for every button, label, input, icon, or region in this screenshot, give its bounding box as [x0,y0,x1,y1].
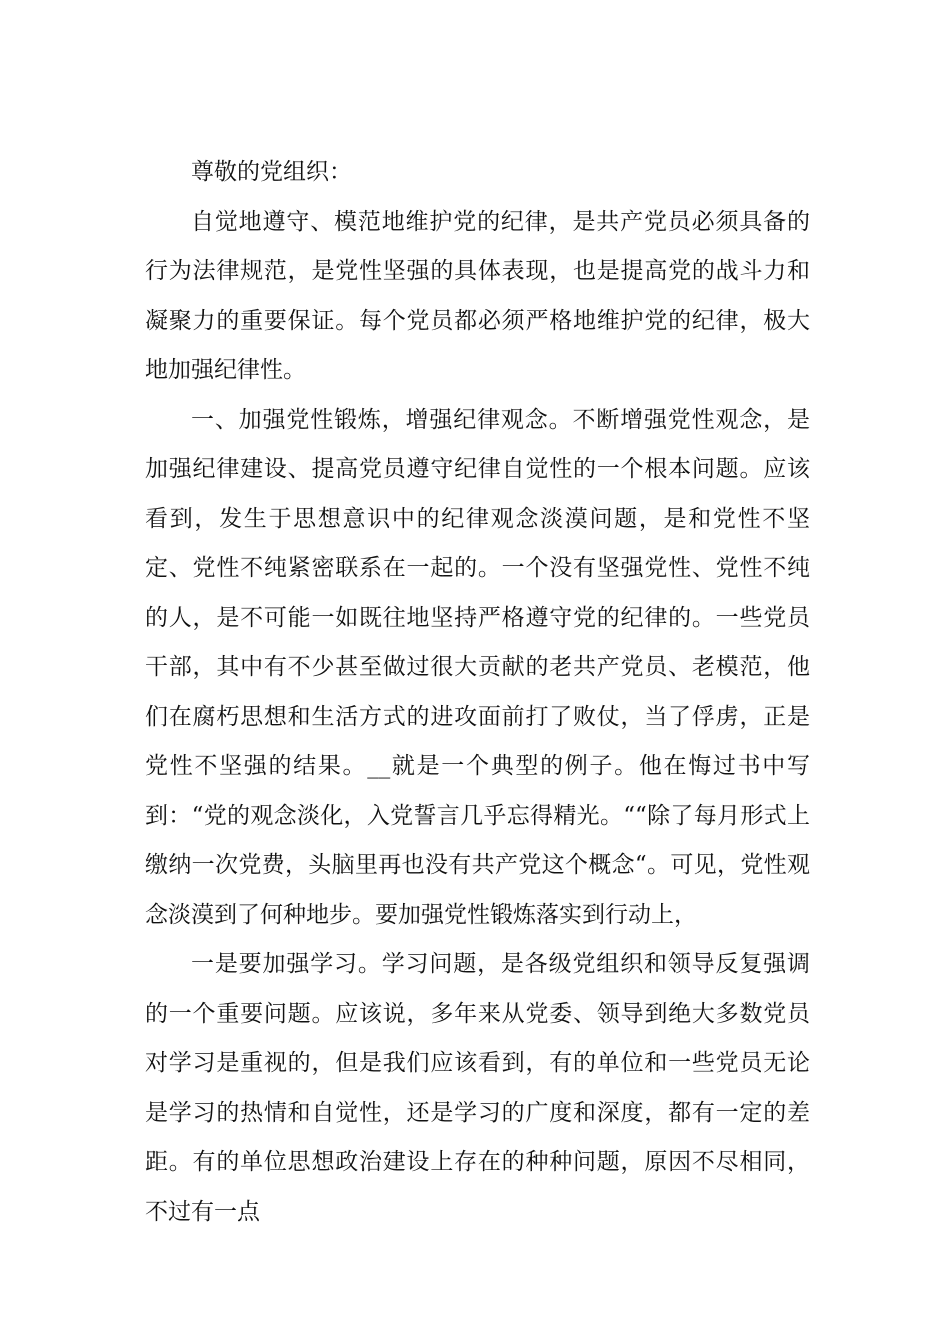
paragraph-study: 一是要加强学习。学习问题，是各级党组织和领导反复强调的一个重要问题。应该说，多年来从党委、领导到绝大多数党员对学习是重视的，但是我们应该看到，有的单位和一些党员无论是学习的热情和自觉性，还是学习的广度和深度，都有一定的差距。有的单位思想政治建设上存在的种种问题，原因不尽相同，不过有一点 [145,951,810,1225]
paragraph-section-one: 一、加强党性锻炼，增强纪律观念。不断增强党性观念，是加强纪律建设、提高党员遵守纪律自觉性的一个根本问题。应该看到，发生于思想意识中的纪律观念淡漠问题，是和党性不坚定、党性不纯紧密联系在一起的。一个没有坚强党性、党性不纯的人，是不可能一如既往地坚持严格遵守党的纪律的。一些党员干部，其中有不少甚至做过很大贡献的老共产党员、老模范，他们在腐朽思想和生活方式的进攻面前打了败仗，当了俘虏，正是党性不坚强的结果。__就是一个典型的例子。他在悔过书中写到：“党的观念淡化，入党誓言几乎忘得精光。““除了每月形式上缴纳一次党费，头脑里再也没有共产党这个概念“。可见，党性观念淡漠到了何种地步。要加强党性锻炼落实到行动上， [145,406,810,928]
document-body [145,148,810,1237]
salutation: 尊敬的党组织： [191,159,352,185]
paragraph-intro: 自觉地遵守、模范地维护党的纪律，是共产党员必须具备的行为法律规范，是党性坚强的具体表现，也是提高党的战斗力和凝聚力的重要保证。每个党员都必须严格地维护党的纪律，极大地加强纪律性。 [145,208,810,383]
